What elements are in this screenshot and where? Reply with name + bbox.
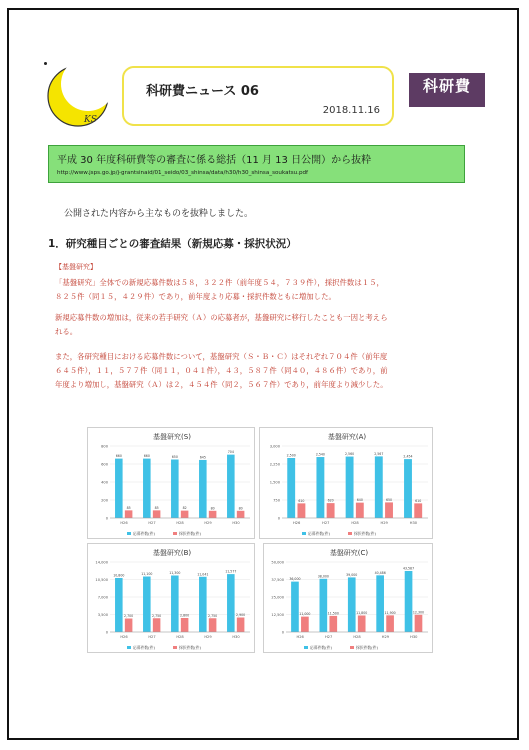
y-tick-label: 600 xyxy=(101,462,108,467)
x-tick-label: H27 xyxy=(322,521,330,525)
bar xyxy=(199,460,207,518)
bar xyxy=(237,511,245,518)
data-label: 12,300 xyxy=(412,610,425,615)
y-tick-label: 2,250 xyxy=(269,462,280,467)
bar xyxy=(404,459,412,518)
x-tick-label: H29 xyxy=(204,635,212,639)
chart-title: 基盤研究(C) xyxy=(329,549,369,557)
bar xyxy=(375,456,383,518)
data-label: 645 xyxy=(199,455,206,460)
bar xyxy=(171,460,179,519)
newsletter-date: 2018.11.16 xyxy=(322,105,380,116)
bar xyxy=(199,577,207,632)
y-tick-label: 10,500 xyxy=(95,578,108,582)
data-label: 11,500 xyxy=(327,611,339,616)
bar xyxy=(297,503,305,518)
data-label: 40,486 xyxy=(374,570,386,575)
bar xyxy=(287,458,295,518)
data-label: 2,800 xyxy=(180,613,190,618)
y-tick-label: 50,000 xyxy=(271,560,284,565)
x-tick-label: H29 xyxy=(381,635,390,639)
data-label: 11,041 xyxy=(197,572,209,577)
bar xyxy=(348,577,356,632)
bar xyxy=(115,578,123,632)
paragraph-line: れる。 xyxy=(55,327,78,336)
data-label: 2,500 xyxy=(286,453,296,458)
bar xyxy=(153,618,161,632)
legend-label: 応募件数(件) xyxy=(310,645,332,650)
y-tick-label: 0 xyxy=(105,516,108,521)
bar xyxy=(415,615,423,632)
y-tick-label: 1,500 xyxy=(269,480,280,485)
legend-label: 採択件数(件) xyxy=(179,645,201,650)
legend-label: 応募件数(件) xyxy=(133,531,155,536)
newsletter-title-box xyxy=(122,66,394,126)
paragraph-line: 新規応募件数の増加は，従来の若手研究（Ａ）の応募者が，基盤研究に移行したことも一因と考えら xyxy=(55,313,388,322)
y-tick-label: 12,500 xyxy=(271,613,284,617)
chart-title: 基盤研究(B) xyxy=(152,549,192,557)
legend-swatch xyxy=(302,532,306,535)
legend-label: 応募件数(件) xyxy=(308,531,330,536)
legend-label: 採択件数(件) xyxy=(179,531,201,536)
x-tick-label: H30 xyxy=(232,635,240,639)
bar xyxy=(125,510,133,518)
x-tick-label: H29 xyxy=(204,521,212,525)
x-tick-label: H26 xyxy=(292,521,301,525)
data-label: 85 xyxy=(126,505,131,510)
data-label: 620 xyxy=(327,498,334,503)
bar xyxy=(356,503,364,518)
x-tick-label: H27 xyxy=(148,521,156,525)
chart-kiban-s xyxy=(87,427,255,539)
bar xyxy=(227,455,235,518)
data-label: 2,540 xyxy=(315,452,325,457)
bar xyxy=(414,503,422,518)
bar xyxy=(346,457,354,518)
x-tick-label: H28 xyxy=(176,635,184,639)
x-tick-label: H27 xyxy=(324,635,333,639)
bar xyxy=(386,615,394,632)
bar xyxy=(227,574,235,632)
legend-label: 応募件数(件) xyxy=(133,645,155,650)
data-label: 11,900 xyxy=(384,610,396,615)
y-tick-label: 750 xyxy=(273,498,280,503)
bar xyxy=(329,616,337,632)
moon-text: KS xyxy=(84,115,97,125)
bar xyxy=(327,503,335,518)
bar xyxy=(385,502,393,518)
data-label: 2,750 xyxy=(208,613,218,618)
x-tick-label: H30 xyxy=(232,521,240,525)
paragraph-line: ８２５件（同１５，４２９件）であり，前年度より応募・採択件数ともに増加した。 xyxy=(55,292,336,301)
legend-label: 採択件数(件) xyxy=(354,531,376,536)
bar xyxy=(115,459,123,518)
chart-kiban-a xyxy=(259,427,433,539)
legend-swatch xyxy=(127,532,131,535)
x-tick-label: H28 xyxy=(353,635,361,639)
bar xyxy=(405,571,413,632)
data-label: 660 xyxy=(115,454,122,459)
source-banner xyxy=(48,145,465,183)
data-label: 660 xyxy=(143,454,150,459)
data-label: 2,750 xyxy=(152,613,162,618)
legend-swatch xyxy=(304,646,308,649)
data-label: 11,800 xyxy=(356,610,368,615)
legend-swatch xyxy=(350,646,354,649)
data-label: 704 xyxy=(227,450,234,455)
data-label: 11,100 xyxy=(141,572,153,576)
bar xyxy=(181,511,189,518)
data-label: 80 xyxy=(210,506,215,511)
data-label: 610 xyxy=(415,498,422,503)
x-tick-label: H28 xyxy=(176,521,184,525)
data-label: 39,000 xyxy=(346,572,358,577)
data-label: 80 xyxy=(238,506,243,511)
data-label: 82 xyxy=(182,506,187,511)
bar xyxy=(143,577,151,633)
kakenhi-logo-text: 科研費 xyxy=(422,77,471,95)
data-label: 610 xyxy=(298,498,305,503)
data-label: 2,454 xyxy=(403,454,413,459)
data-label: 11,577 xyxy=(225,569,237,574)
x-tick-label: H30 xyxy=(410,635,418,639)
chart-kiban-b xyxy=(87,543,255,653)
data-label: 640 xyxy=(356,498,363,503)
bar xyxy=(301,617,309,632)
bar xyxy=(171,576,179,633)
data-label: 2,900 xyxy=(236,613,246,617)
chart-svg xyxy=(260,428,434,540)
intro-text: 公開された内容から主なものを抜粋しました。 xyxy=(64,209,254,219)
bar xyxy=(153,510,161,518)
y-tick-label: 800 xyxy=(101,444,108,449)
chart-title: 基盤研究(A) xyxy=(327,433,367,441)
banner-title: 平成 30 年度科研費等の審査に係る総括（11 月 13 日公開）から抜粋 xyxy=(57,155,372,166)
bar xyxy=(291,582,299,632)
data-label: 36,000 xyxy=(289,577,301,582)
y-tick-label: 14,000 xyxy=(95,560,108,565)
y-tick-label: 0 xyxy=(277,516,280,521)
data-label: 2,560 xyxy=(345,452,355,457)
x-tick-label: H26 xyxy=(120,521,128,525)
data-label: 38,000 xyxy=(317,574,329,579)
chart-svg xyxy=(88,544,256,654)
bar xyxy=(209,511,217,518)
chart-title: 基盤研究(S) xyxy=(153,433,191,441)
data-label: 2,700 xyxy=(124,614,134,618)
paragraph-line: また，各研究種目における応募件数について，基盤研究（Ｓ・Ｂ・Ｃ）はそれぞれ７０４件（前年度 xyxy=(55,352,388,361)
bar xyxy=(376,575,384,632)
chart-svg xyxy=(264,544,434,654)
moon-logo xyxy=(44,60,116,132)
x-tick-label: H27 xyxy=(148,635,156,639)
x-tick-label: H26 xyxy=(120,635,128,639)
bar xyxy=(125,619,133,633)
data-label: 10,800 xyxy=(113,573,125,578)
chart-svg xyxy=(88,428,256,540)
y-tick-label: 25,000 xyxy=(271,595,284,600)
bar xyxy=(320,579,328,632)
bar xyxy=(143,459,151,518)
y-tick-label: 3,500 xyxy=(97,613,108,617)
data-label: 43,587 xyxy=(402,566,415,571)
legend-swatch xyxy=(127,646,131,649)
y-tick-label: 400 xyxy=(101,480,108,485)
paragraph-line: 「基盤研究」全体での新規応募件数は５８，３２２件（前年度５４，７３９件），採択件数は１５， xyxy=(55,278,384,287)
bar xyxy=(316,457,324,518)
legend-swatch xyxy=(173,532,177,535)
legend-swatch xyxy=(348,532,352,535)
x-tick-label: H30 xyxy=(409,521,418,525)
data-label: 650 xyxy=(171,455,178,459)
newsletter-title: 科研費ニュース 06 xyxy=(146,84,259,99)
data-label: 650 xyxy=(385,497,393,502)
data-label: 11,000 xyxy=(299,612,311,617)
banner-url-link[interactable]: http://www.jsps.go.jp/j-grantsinaid/01_seido/03_shinsa/data/h30/h30_shinsa_soukatsu.pdf xyxy=(57,170,309,176)
bar xyxy=(181,618,189,632)
x-tick-label: H28 xyxy=(351,521,359,525)
data-label: 11,300 xyxy=(169,571,181,575)
paragraph-line: ６４５件），１１，５７７件（同１１，０４１件），４３，５８７件（同４０，４８６件）であり，前 xyxy=(55,366,388,375)
bar xyxy=(237,618,245,633)
y-tick-label: 3,000 xyxy=(269,444,280,449)
legend-label: 採択件数(件) xyxy=(356,645,378,650)
chart-kiban-c xyxy=(263,543,433,653)
kakenhi-logo xyxy=(409,73,485,107)
x-tick-label: H29 xyxy=(380,521,388,525)
bar xyxy=(209,618,217,632)
bar xyxy=(358,615,366,632)
y-tick-label: 37,500 xyxy=(271,578,284,582)
legend-swatch xyxy=(173,646,177,649)
y-tick-label: 200 xyxy=(101,498,108,503)
paragraph-line: 年度より増加し，基盤研究（Ａ）は２，４５４件（同２，５６７件）であり，前年度より減少した。 xyxy=(55,380,388,389)
x-tick-label: H26 xyxy=(296,635,304,639)
data-label: 2,567 xyxy=(374,451,384,456)
y-tick-label: 0 xyxy=(105,630,108,635)
data-label: 85 xyxy=(154,505,159,510)
section-heading: 1．研究種目ごとの審査結果（新規応募・採択状況） xyxy=(48,238,297,250)
y-tick-label: 0 xyxy=(281,630,284,635)
y-tick-label: 7,000 xyxy=(97,595,108,600)
section-tag: 【基盤研究】 xyxy=(55,263,97,271)
